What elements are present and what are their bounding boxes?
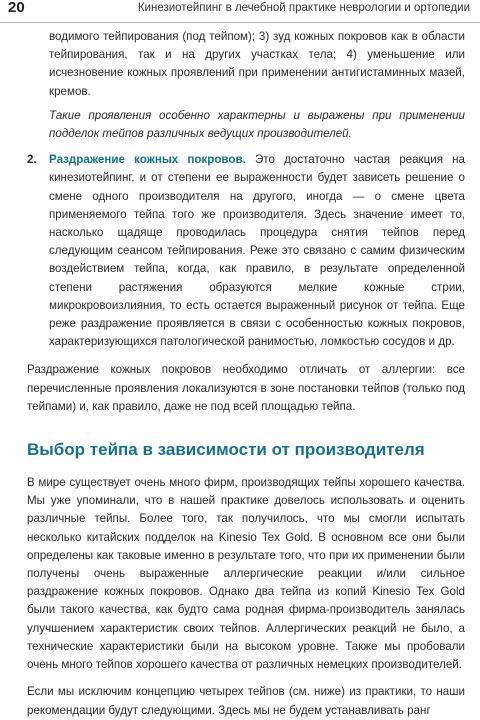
section-heading: Выбор тейпа в зависимости от производителя — [27, 440, 425, 460]
page-content — [27, 28, 465, 720]
list-number: 2. — [27, 153, 37, 167]
running-title: Кинезиотейпинг в лечебной практике неврологии и ортопедии — [137, 2, 470, 14]
list-item-skin-irritation — [27, 151, 465, 351]
skin-irritation-description: Это достаточно частая реакция на кинезиотейпинг, и от степени ее выраженности будет зависеть решение о смене одного производителя на другого, иногда — о смене цвета применяемого тейпа того же производителя. Здесь значение имеет то, насколько щадяще проводилась процедура снятия тейпов перед следующим сеансом тейпирования. Реже это связано с самим физическим воздействием тейпа, когда, как правило, в результате определенной степени растяжения образуются мелкие кожные стрии, микрокровоизлияния, то есть остается выраженный рисунок от тейпа. Еще реже раздражение проявляется в связи с особенностью кожных покровов, характеризующихся патологической ранимостью, ломкостью сосудов и др. — [49, 153, 465, 349]
continued-list-paragraph: водимого тейпирования (под тейпом); 3) зуд кожных покровов как в области тейпирования, так и на других участках тела; 4) уменьшение или исчезновение кожных проявлений при применении антигистаминных мазей, кремов. — [49, 30, 465, 98]
running-header — [0, 0, 480, 23]
section-paragraph-1: В мире существует очень много фирм, производящих тейпы хорошего качества. Мы уже упоминали, что в нашей практике довелось использовать и оценить различные тейпы. Более того, так получилось, что мы смогли испытать несколько китайских подделок на Kinesio Tex Gold. В основном все они были определены как таковые именно в результате того, что при их применении были получены очень выраженные аллергические реакции и/или сильное раздражение кожных покровов. Однако два тейпа из копий Kinesio Tex Gold были такого качества, как будто сама родная фирма-производитель занялась улучшением характеристик своих тейпов. Аллергических реакций не было, а технические характеристики были на высоком уровне. Также мы пробовали очень много тейпов хорошего качества от различных немецких производителей. — [27, 476, 465, 672]
list-item-text — [27, 151, 465, 351]
emphasis-note: Такие проявления особенно характерны и выражены при применении подделок тейпов различных ведущих производителей. — [49, 108, 465, 141]
allergy-differentiation-paragraph: Раздражение кожных покровов необходимо отличать от аллергии: все перечисленные проявления локализуются в зоне постановки тейпов (только под тейпами) и, как правило, даже не под всей площадью тейпа. — [27, 363, 465, 413]
skin-irritation-term: Раздражение кожных покровов. — [49, 153, 246, 167]
page-number: 20 — [8, 0, 25, 16]
section-paragraph-2: Если мы исключим концепцию четырех тейпов (см. ниже) из практики, то наши рекомендации будут следующими. Здесь мы не будем устанавливать ранг — [27, 685, 465, 717]
